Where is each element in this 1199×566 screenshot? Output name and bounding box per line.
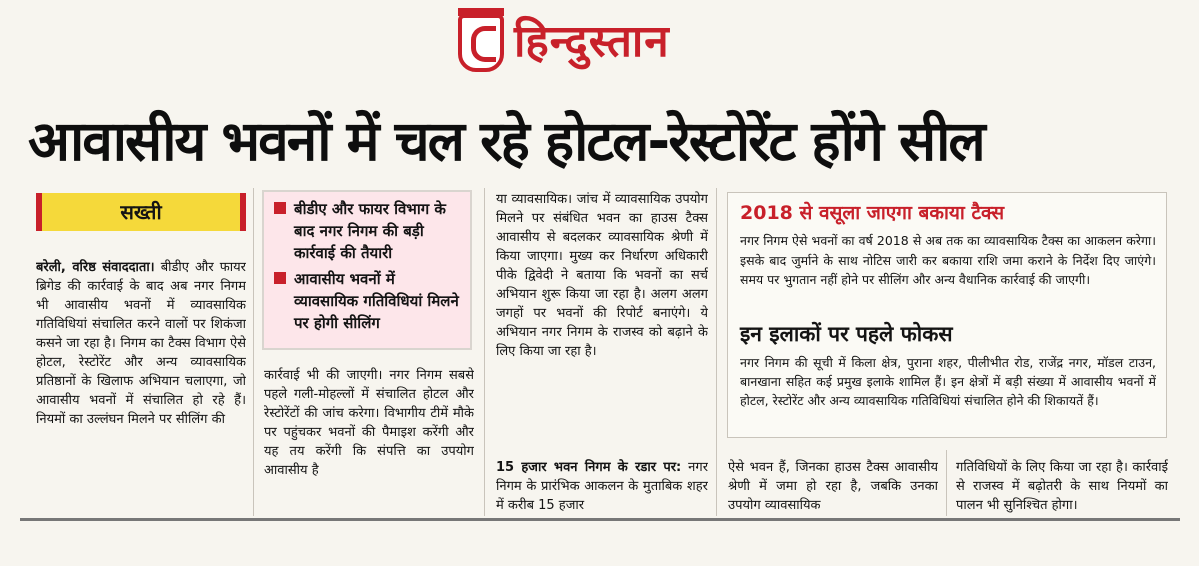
sidebar-box — [727, 192, 1167, 438]
column-3-text: या व्यावसायिक। जांच में व्यावसायिक उपयोग मिलने पर संबंधित भवन का हाउस टैक्स आवासीय से बदलकर व्यावसायिक श्रेणी में किया जाएगा। मुख्य कर निर्धारण अधिकारी पीके द्विवेदी ने बताया कि भवनों का सर्च अभियान शुरू किया जा रहा है। अलग अलग जगहों पर भवनों की रिपोर्ट बनाएंगे। ये अभियान नगर निगम के राजस्व को बढ़ाने के लिए किया जा रहा है। — [496, 192, 708, 359]
article-column-5 — [956, 458, 1168, 518]
article-column-4 — [728, 458, 938, 518]
column-divider — [484, 188, 485, 516]
article-column-2 — [264, 366, 474, 516]
box-title-2: इन इलाकों पर पहले फोकस — [740, 322, 953, 346]
column-1-text: बीडीए और फायर ब्रिगेड की कार्रवाई के बाद अब नगर निगम भी आवासीय भवनों में व्यावसायिक गतिविधियां संचालित करने वालों पर शिकंजा कसने जा रहा है। निगम का टैक्स विभाग ऐसे होटल, रेस्टोरेंट और अन्य व्यावसायिक प्रतिष्ठानों के खिलाफ अभियान चलाएगा, जो आवासीय भवनों में संचालित हो रहे हैं। नियमों का उल्लंघन मिलने पर सीलिंग की — [36, 260, 246, 427]
column-divider — [716, 188, 717, 516]
masthead — [0, 0, 1199, 95]
highlight-text: बीडीए और फायर विभाग के बाद नगर निगम की बड़ी कार्रवाई की तैयारी — [294, 200, 446, 262]
bullet-square-icon — [274, 202, 286, 214]
section-tag — [36, 193, 246, 231]
brand-name: हिन्दुस्तान — [514, 16, 670, 67]
article-column-3 — [496, 190, 708, 516]
bottom-rule — [20, 518, 1180, 521]
column-4-text: ऐसे भवन हैं, जिनका हाउस टैक्स आवासीय श्रेणी में जमा हो रहा है, जबकि उनका उपयोग व्यावसायिक — [728, 460, 938, 513]
subhead-text: नगर निगम के प्रारंभिक आकलन के मुताबिक शहर में करीब 15 हजार — [496, 460, 708, 513]
column-divider — [253, 188, 254, 516]
column-divider — [946, 450, 947, 516]
box-text-1: नगर निगम ऐसे भवनों का वर्ष 2018 से अब तक का व्यावसायिक टैक्स का आकलन करेगा। इसके बाद जुर्माने के साथ नोटिस जारी कर बकाया राशि जमा कराने के निर्देश दिए जाएंगे। समय पर भुगतान नहीं होने पर सीलिंग और अन्य वैधानिक कार्रवाई की जाएगी। — [740, 233, 1156, 287]
article-column-1 — [36, 258, 246, 516]
box-text-2: नगर निगम की सूची में किला क्षेत्र, पुराना शहर, पीलीभीत रोड, राजेंद्र नगर, मॉडल टाउन, बानखाना सहित कई प्रमुख इलाके शामिल हैं। इन क्षेत्रों में बड़ी संख्या में आवासीय भवनों में होटल, रेस्टोरेंट और अन्य व्यावसायिक गतिविधियां संचालित होने की शिकायतें हैं। — [740, 355, 1156, 408]
column-5-text: गतिविधियों के लिए किया जा रहा है। कार्रवाई से राजस्व में बढ़ोतरी के साथ नियमों का पालन भी सुनिश्चित होगा। — [956, 460, 1168, 513]
dateline: बरेली, वरिष्ठ संवाददाता। — [36, 260, 155, 275]
highlights-box — [262, 190, 472, 350]
highlight-item — [274, 268, 462, 334]
bullet-square-icon — [274, 272, 286, 284]
subhead: 15 हजार भवन निगम के रडार पर: — [496, 460, 682, 475]
headline: आवासीय भवनों में चल रहे होटल-रेस्टोरेंट होंगे सील — [28, 109, 984, 173]
column-2-text: कार्रवाई भी की जाएगी। नगर निगम सबसे पहले गली-मोहल्लों में संचालित होटल और रेस्टोरेंटों की जांच करेगा। विभागीय टीमें मौके पर पहुंचकर भवनों की पैमाइश करेंगी और यह तय करेंगी कि संपत्ति का उपयोग आवासीय है — [264, 368, 474, 478]
highlight-text: आवासीय भवनों में व्यावसायिक गतिविधियां मिलने पर होगी सीलिंग — [294, 270, 459, 332]
section-tag-label: सख्ती — [120, 200, 162, 224]
highlight-item — [274, 198, 462, 264]
box-title-1: 2018 से वसूला जाएगा बकाया टैक्स — [740, 202, 1005, 224]
brand-logo-icon — [458, 14, 504, 72]
